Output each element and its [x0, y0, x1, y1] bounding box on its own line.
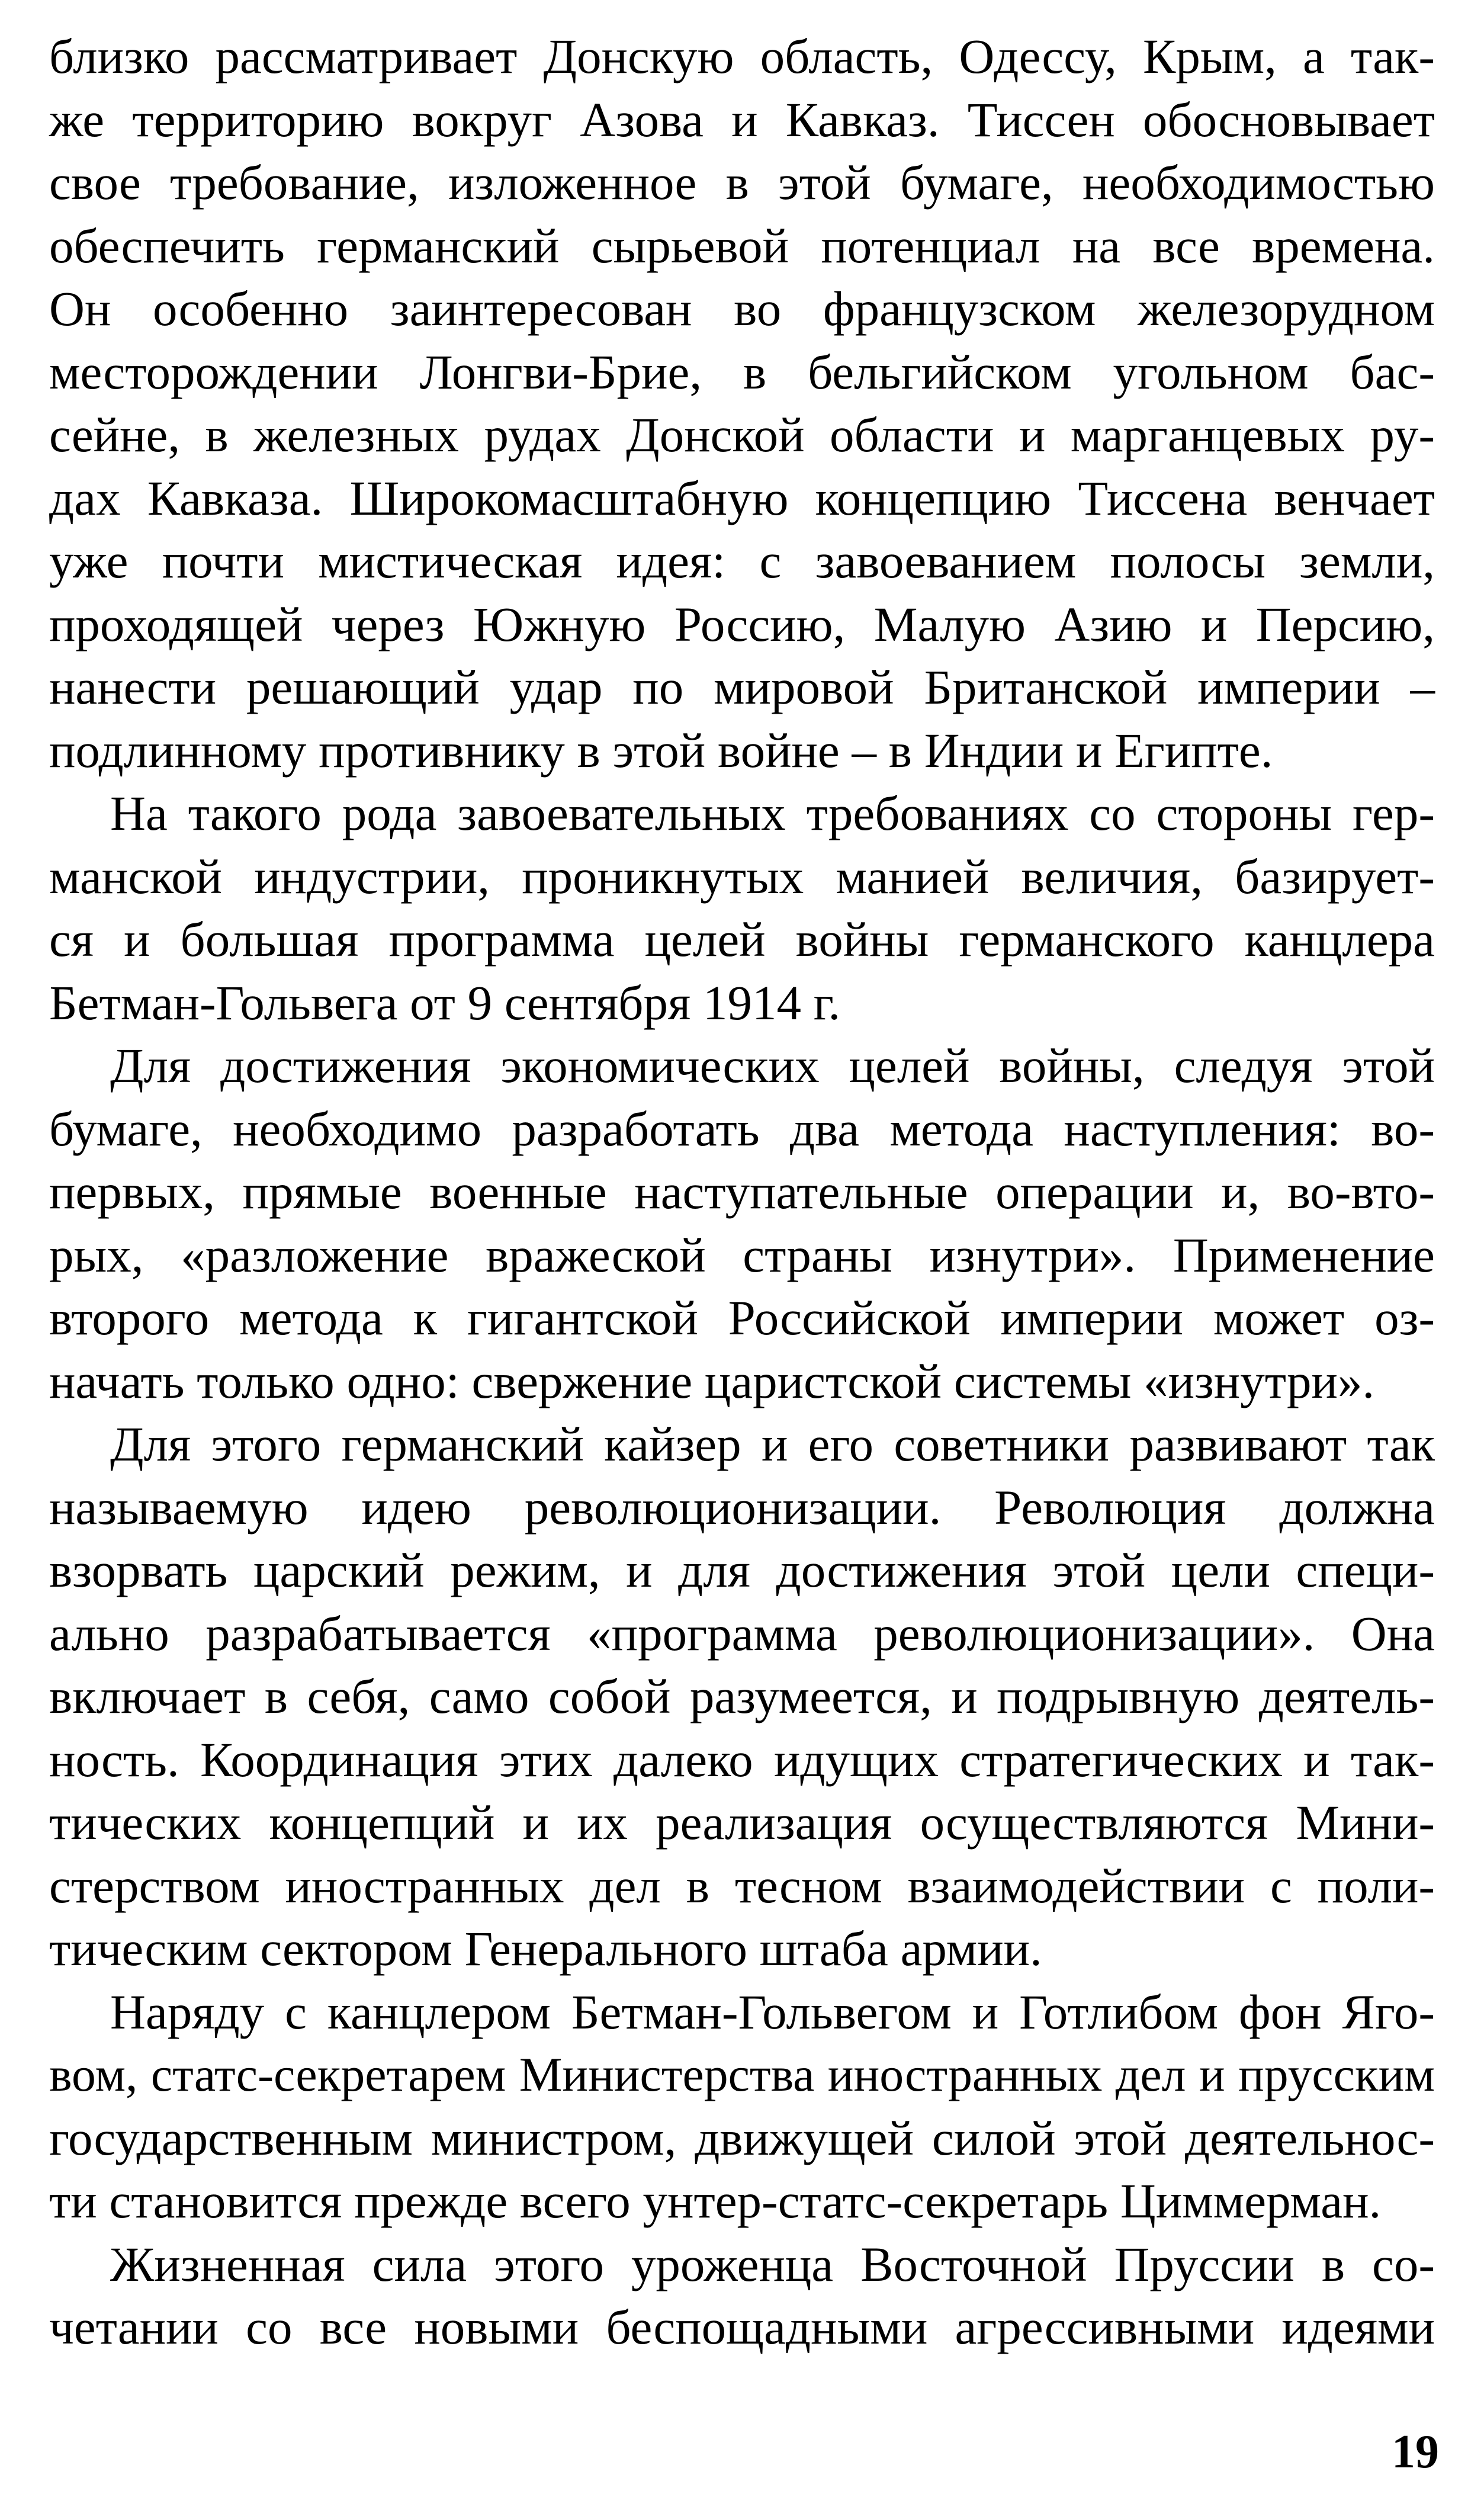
text-line: Для достижения экономических целей войны, следуя этой: [110, 1038, 1435, 1093]
text-line: свое требование, изложенное в этой бумаге, необходимостью: [49, 155, 1435, 210]
text-line: включает в себя, само собой разумеется, и подрывную деятель-: [49, 1669, 1435, 1723]
text-line: Наряду с канцлером Бетман-Гольвегом и Готлибом фон Яго-: [110, 1984, 1435, 2039]
text-line: ально разрабатывается «программа революционизации». Она: [49, 1606, 1435, 1661]
text-line: Он особенно заинтересован во французском железорудном: [49, 281, 1435, 336]
text-line: ность. Координация этих далеко идущих стратегических и так-: [49, 1732, 1435, 1787]
text-line: Для этого германский кайзер и его советники развивают так: [110, 1417, 1435, 1471]
text-line: Жизненная сила этого уроженца Восточной Пруссии в со-: [110, 2236, 1435, 2291]
text-line: манской индустрии, проникнутых манией величия, базирует-: [49, 849, 1435, 904]
text-line: первых, прямые военные наступательные операции и, во-вто-: [49, 1164, 1435, 1219]
paragraph: [49, 1034, 1435, 1413]
paragraph: [49, 1413, 1435, 1981]
text-line: называемую идею революционизации. Революция должна: [49, 1479, 1435, 1535]
text-line: тических концепций и их реализация осуществляются Мини-: [49, 1795, 1435, 1850]
paragraph: [49, 2233, 1435, 2359]
text-line: уже почти мистическая идея: с завоеванием полосы земли,: [49, 534, 1435, 588]
text-line: Бетман-Гольвега от 9 сентября 1914 г.: [49, 975, 841, 1030]
text-line: начать только одно: свержение царистской системы «изнутри».: [49, 1353, 1375, 1408]
text-line: На такого рода завоевательных требованиях со стороны гер-: [110, 786, 1435, 840]
text-line: взорвать царский режим, и для достижения этой цели специ-: [49, 1543, 1435, 1597]
text-line: же территорию вокруг Азова и Кавказ. Тиссен обосновывает: [49, 92, 1435, 147]
text-line: нанести решающий удар по мировой Британской империи –: [49, 660, 1435, 714]
text-line: близко рассматривает Донскую область, Одессу, Крым, а так-: [49, 29, 1435, 84]
text-line: рых, «разложение вражеской страны изнутри». Применение: [49, 1227, 1435, 1282]
body-text: [49, 25, 1435, 2359]
page-number: 19: [1392, 2426, 1439, 2478]
text-line: государственным министром, движущей силой этой деятельнос-: [49, 2110, 1435, 2165]
text-line: четании со все новыми беспощадными агрессивными идеями: [49, 2300, 1435, 2354]
text-line: месторождении Лонгви-Брие, в бельгийском угольном бас-: [49, 344, 1435, 399]
text-line: проходящей через Южную Россию, Малую Азию и Персию,: [49, 596, 1435, 651]
text-line: второго метода к гигантской Российской империи может оз-: [49, 1291, 1435, 1345]
text-line: сейне, в железных рудах Донской области и марганцевых ру-: [49, 407, 1435, 462]
paragraph: [49, 1981, 1435, 2233]
paragraph: [49, 25, 1435, 782]
text-line: подлинному противнику в этой войне – в Индии и Египте.: [49, 723, 1273, 778]
text-line: тическим сектором Генерального штаба армии.: [49, 1921, 1042, 1976]
text-line: бумаге, необходимо разработать два метода наступления: во-: [49, 1101, 1435, 1156]
text-line: дах Кавказа. Широкомасштабную концепцию Тиссена венчает: [49, 470, 1435, 525]
text-line: обеспечить германский сырьевой потенциал на все времена.: [49, 218, 1435, 273]
text-line: стерством иностранных дел в тесном взаимодействии с поли-: [49, 1858, 1435, 1913]
paragraph: [49, 782, 1435, 1034]
text-line: ся и большая программа целей войны германского канцлера: [49, 912, 1435, 967]
text-line: ти становится прежде всего унтер-статс-секретарь Циммерман.: [49, 2174, 1382, 2228]
text-line: вом, статс-секретарем Министерства иностранных дел и прусским: [49, 2047, 1435, 2101]
